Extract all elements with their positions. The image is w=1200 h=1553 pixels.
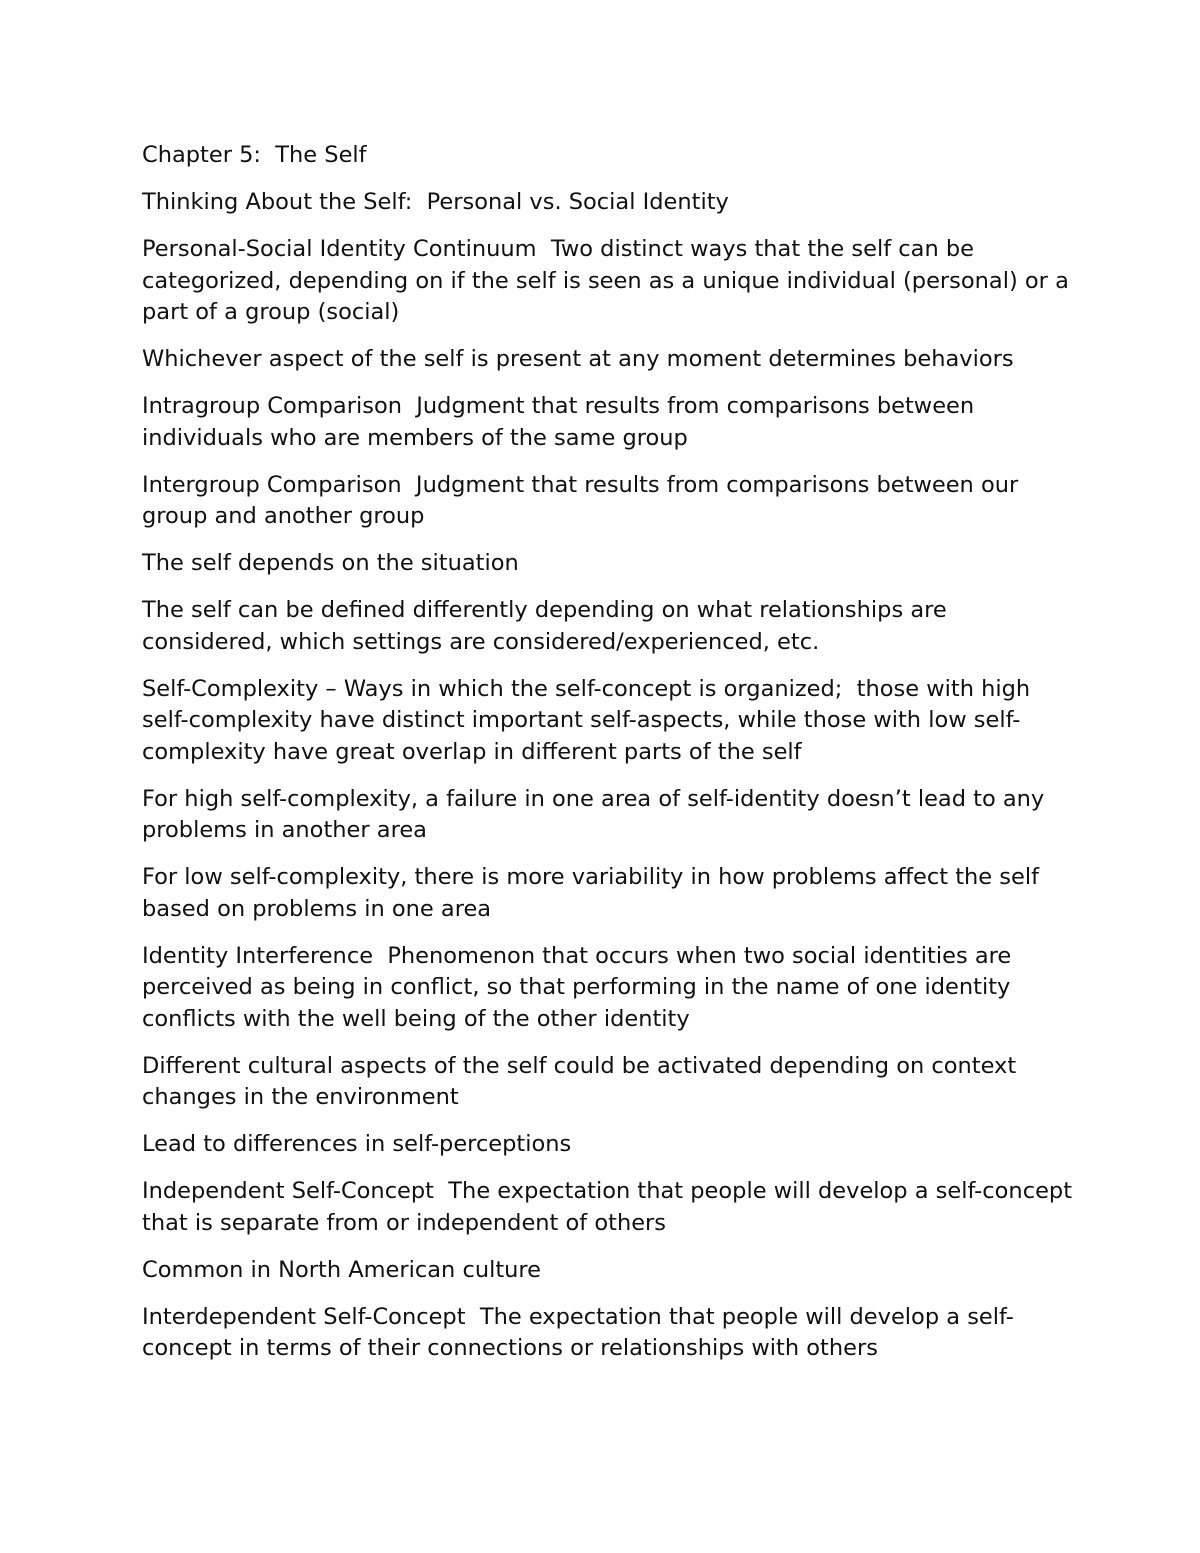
section-heading: Thinking About the Self: Personal vs. Social Identity (142, 189, 729, 215)
paragraph-self-complexity: Self-Complexity – Ways in which the self-concept is organized; those with high self-complexity have distinct important self-aspects, while those with low self-complexity have great overlap in different parts of the self (142, 675, 1038, 765)
paragraph-interdependent-self-concept: Interdependent Self-Concept The expectation that people will develop a self-concept in terms of their connections or relationships with others (142, 1303, 1014, 1361)
paragraph-low-complexity: For low self-complexity, there is more variability in how problems affect the self based on problems in one area (142, 864, 1047, 922)
paragraph-behaviors: Whichever aspect of the self is present at any moment determines behaviors (142, 346, 1014, 372)
paragraph-independent-self-concept: Independent Self-Concept The expectation that people will develop a self-concept that is separate from or independent of others (142, 1178, 1080, 1236)
document-body (142, 140, 1080, 1380)
paragraph-identity-interference: Identity Interference Phenomenon that occurs when two social identities are perceived as being in conflict, so that performing in the name of one identity conflicts with the well being of the other identity (142, 942, 1019, 1032)
paragraph-high-complexity: For high self-complexity, a failure in one area of self-identity doesn’t lead to any problems in another area (142, 785, 1052, 843)
paragraph-intragroup-comparison: Intragroup Comparison Judgment that results from comparisons between individuals who are members of the same group (142, 393, 982, 451)
paragraph-north-american-culture: Common in North American culture (142, 1256, 542, 1283)
paragraph-cultural-aspects: Different cultural aspects of the self could be activated depending on context changes in the environment (142, 1052, 1024, 1110)
paragraph-self-perceptions: Lead to differences in self-perceptions (142, 1131, 572, 1157)
paragraph-self-situation: The self depends on the situation (142, 550, 519, 576)
paragraph-self-defined: The self can be defined differently depending on what relationships are considered, which settings are considered/experienced, etc. (142, 597, 954, 655)
chapter-title: Chapter 5: The Self (142, 142, 367, 168)
paragraph-personal-social-continuum: Personal-Social Identity Continuum Two distinct ways that the self can be categorized, depending on if the self is seen as a unique individual (personal) or a part of a group (social) (142, 236, 1077, 325)
paragraph-intergroup-comparison: Intergroup Comparison Judgment that results from comparisons between our group and another group (142, 471, 1026, 529)
